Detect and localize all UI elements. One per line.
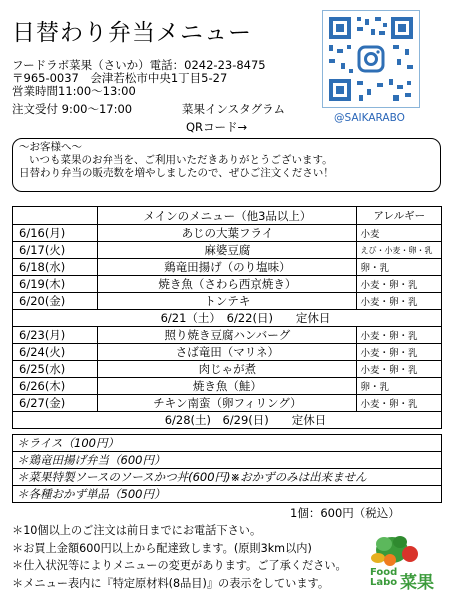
order-hours: 注文受付 9:00～17:00 <box>12 102 133 116</box>
menu-allergy: 小麦・卵・乳 <box>357 361 442 378</box>
greeting-box <box>12 138 441 192</box>
note-item: ＊10個以上のご注文は前日までにお電話下さい。 <box>12 524 262 537</box>
instagram-handle[interactable]: @SAIKARABO <box>334 112 405 124</box>
holiday-text: 6/21（土） 6/22(日) 定休日 <box>13 310 442 327</box>
qr-code[interactable] <box>322 10 420 108</box>
extra-item: ＊ライス（100円） <box>13 435 441 452</box>
menu-allergy: 小麦・卵・乳 <box>357 327 442 344</box>
greeting-line-1: いつも菜果のお弁当を、ご利用いただきありがとうございます。 <box>29 154 333 166</box>
menu-date: 6/27(金) <box>13 395 98 412</box>
page-title: 日替わり弁当メニュー <box>12 20 252 46</box>
note-item: ＊メニュー表内に『特定原材料(8品目)』の表示をしています。 <box>12 576 330 590</box>
table-row <box>13 378 442 395</box>
table-row <box>13 259 442 276</box>
table-row <box>13 225 442 242</box>
menu-table <box>12 206 442 429</box>
menu-allergy: えび・小麦・卵・乳 <box>357 242 442 259</box>
shop-contact: フードラボ菜果（さいか）電話：0242-23-8475 <box>12 58 266 72</box>
note-item: ＊仕入状況等によりメニューの変更があります。ご了承ください。 <box>12 559 347 572</box>
logo-saika-text: 菜果 <box>400 573 434 593</box>
table-row <box>13 276 442 293</box>
note-item: ＊お買上金額600円以上から配達致します。(原則3km以内) <box>12 541 312 555</box>
menu-date: 6/17(火) <box>13 242 98 259</box>
logo-food-text: Food <box>370 567 398 578</box>
table-row <box>13 361 442 378</box>
menu-date: 6/20(金) <box>13 293 98 310</box>
greeting-heading: ～お客様へ～ <box>19 141 82 153</box>
qr-code-icon <box>323 11 419 107</box>
menu-allergy: 小麦・卵・乳 <box>357 293 442 310</box>
menu-dish: 肉じゃが煮 <box>98 361 357 378</box>
menu-allergy: 小麦 <box>357 225 442 242</box>
greeting-line-2: 日替わり弁当の販売数を増やしましたので、ぜひご注文ください！ <box>19 167 334 179</box>
extra-item: ＊各種おかず単品（500円） <box>17 487 166 501</box>
business-hours: 営業時間11:00～13:00 <box>12 84 136 98</box>
holiday-row <box>13 310 442 327</box>
menu-date: 6/18(水) <box>13 259 98 276</box>
menu-dish: 麻婆豆腐 <box>98 242 357 259</box>
table-row <box>13 344 442 361</box>
table-row <box>13 293 442 310</box>
menu-date: 6/19(木) <box>13 276 98 293</box>
menu-dish: 鶏竜田揚げ（のり塩味） <box>98 259 357 276</box>
logo-labo-text: Labo <box>370 577 398 588</box>
menu-dish: トンテキ <box>98 293 357 310</box>
extras-list <box>12 434 442 503</box>
menu-dish: 照り焼き豆腐ハンバーグ <box>98 327 357 344</box>
menu-dish: あじの大葉フライ <box>98 225 357 242</box>
extra-item: ＊鶏竜田揚げ弁当（600円） <box>13 452 441 469</box>
instagram-label: 菜果インスタグラム <box>182 102 286 116</box>
notes-list <box>12 522 347 592</box>
allergy-header: アレルギー <box>357 207 442 225</box>
menu-allergy: 小麦・卵・乳 <box>357 344 442 361</box>
menu-date: 6/24(火) <box>13 344 98 361</box>
menu-allergy: 卵・乳 <box>357 378 442 395</box>
qr-label: QRコード→ <box>186 120 248 134</box>
food-labo-logo <box>366 530 444 602</box>
menu-dish: チキン南蛮（卵フィリング） <box>98 395 357 412</box>
menu-allergy: 卵・乳 <box>357 259 442 276</box>
table-row <box>13 242 442 259</box>
menu-date: 6/16(月) <box>13 225 98 242</box>
menu-dish: 焼き魚（さわら西京焼き） <box>98 276 357 293</box>
holiday-text: 6/28(土) 6/29(日) 定休日 <box>13 412 442 429</box>
unit-price: 1個：600円（税込） <box>290 506 400 520</box>
table-header-row <box>13 207 442 225</box>
shop-address: 〒965-0037 会津若松市中央1丁目5-27 <box>12 71 228 85</box>
menu-dish: 焼き魚（鮭） <box>98 378 357 395</box>
table-row <box>13 327 442 344</box>
menu-date: 6/23(月) <box>13 327 98 344</box>
table-row <box>13 395 442 412</box>
menu-header: メインのメニュー（他3品以上） <box>98 207 357 225</box>
extra-item: ＊菜果特製ソースのソースかつ丼(600円)※おかずのみは出来ません <box>13 469 441 486</box>
menu-dish: さば竜田（マリネ） <box>98 344 357 361</box>
menu-allergy: 小麦・卵・乳 <box>357 395 442 412</box>
menu-allergy: 小麦・卵・乳 <box>357 276 442 293</box>
holiday-row <box>13 412 442 429</box>
menu-date: 6/25(水) <box>13 361 98 378</box>
menu-date: 6/26(木) <box>13 378 98 395</box>
